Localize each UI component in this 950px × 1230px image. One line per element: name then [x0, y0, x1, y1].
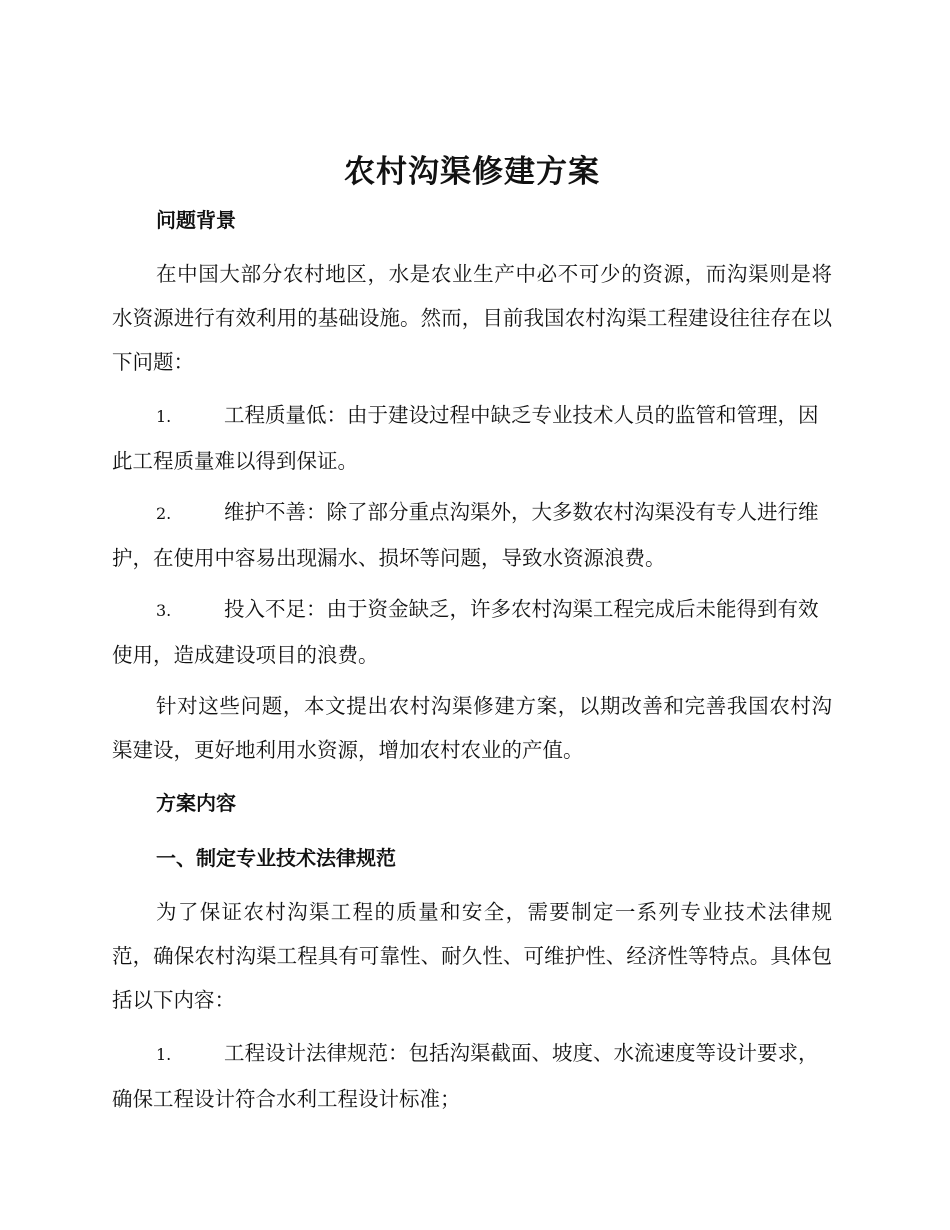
- subsection-heading: 一、制定专业技术法律规范: [156, 846, 396, 870]
- subsection-paragraph: 为了保证农村沟渠工程的质量和安全，需要制定一系列专业技术法律规范，确保农村沟渠工程具有可靠性、耐久性、可维护性、经济性等特点。具体包括以下内容：: [112, 900, 832, 1012]
- list-item: [112, 1031, 832, 1121]
- list-number: 1.: [156, 1045, 172, 1064]
- document-title: 农村沟渠修建方案: [344, 154, 600, 190]
- list-number: 2.: [156, 504, 172, 523]
- list-item-text: 维护不善：除了部分重点沟渠外，大多数农村沟渠没有专人进行维护，在使用中容易出现漏水、损坏等问题，导致水资源浪费。: [112, 500, 819, 570]
- list-item: [112, 490, 832, 580]
- list-item-text: 工程质量低：由于建设过程中缺乏专业技术人员的监管和管理，因此工程质量难以得到保证。: [112, 403, 819, 473]
- list-item-text: 工程设计法律规范：包括沟渠截面、坡度、水流速度等设计要求，确保工程设计符合水利工程设计标准；: [112, 1041, 819, 1111]
- list-item-text: 投入不足：由于资金缺乏，许多农村沟渠工程完成后未能得到有效使用，造成建设项目的浪费。: [112, 597, 819, 667]
- summary-paragraph: 针对这些问题，本文提出农村沟渠修建方案，以期改善和完善我国农村沟渠建设，更好地利用水资源，增加农村农业的产值。: [112, 694, 832, 762]
- list-item: [112, 587, 832, 677]
- list-number: 3.: [156, 601, 172, 620]
- list-item: [112, 393, 832, 483]
- intro-paragraph: 在中国大部分农村地区，水是农业生产中必不可少的资源，而沟渠则是将水资源进行有效利用的基础设施。然而，目前我国农村沟渠工程建设往往存在以下问题：: [112, 262, 832, 374]
- section-heading-background: 问题背景: [156, 208, 236, 232]
- section-heading-plan: 方案内容: [156, 791, 236, 815]
- list-number: 1.: [156, 407, 172, 426]
